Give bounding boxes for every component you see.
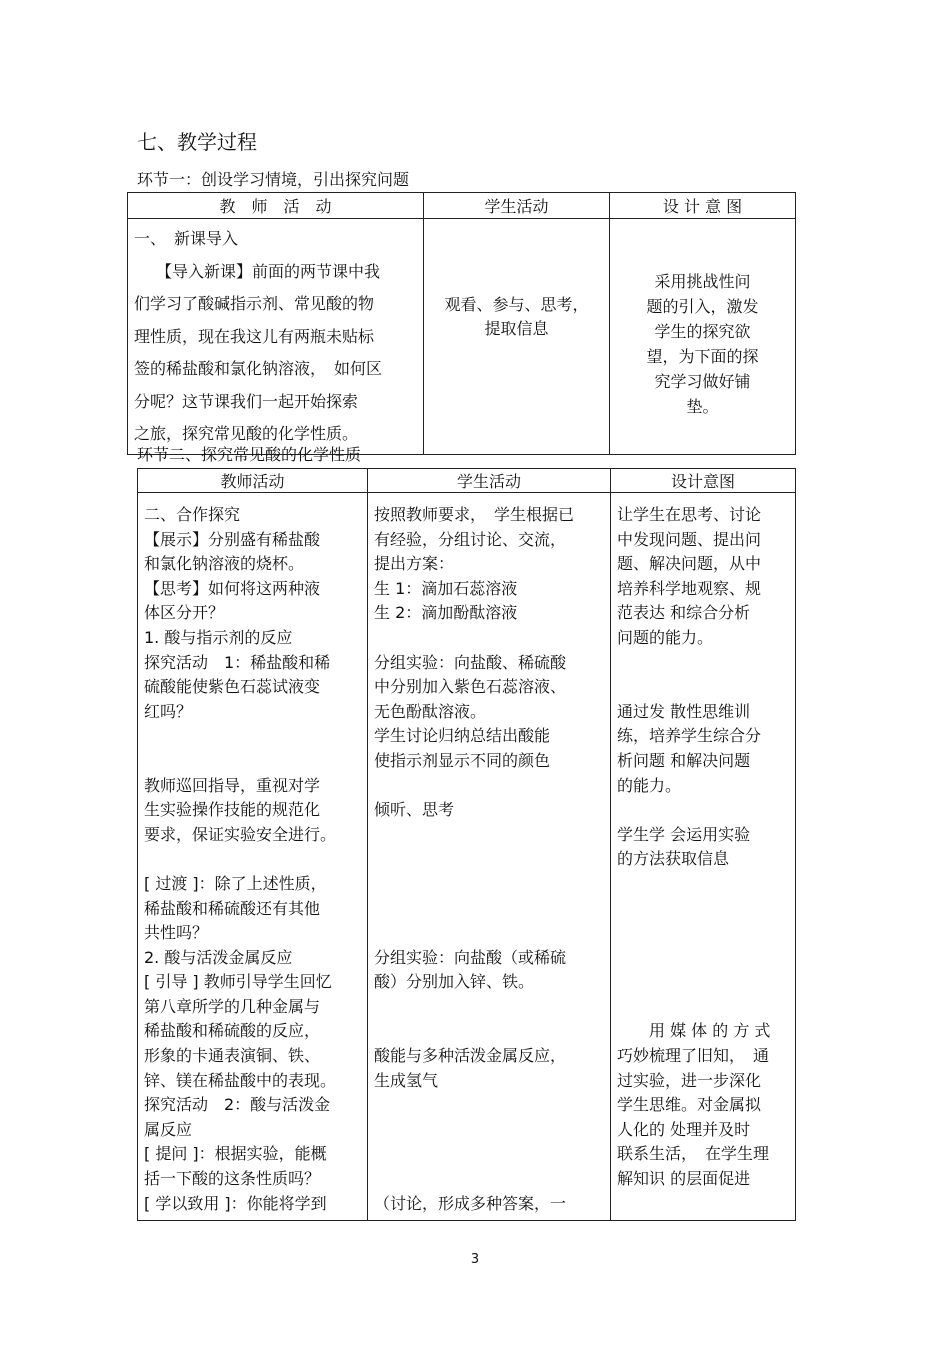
s2-design-line: 联系生活， 在学生理 [617, 1144, 770, 1164]
s1-teacher-cell [128, 219, 424, 455]
s2-teacher-line: 体区分开？ [144, 603, 225, 623]
s2-design-line: 问题的能力。 [617, 627, 714, 647]
s2-teacher-line: 括一下酸的这条性质吗？ [144, 1169, 321, 1189]
s2-student-line [374, 823, 604, 848]
s2-teacher-line: 教师巡回指导，重视对学 [144, 775, 321, 795]
s2-teacher-line: 【思考】如何将这两种液 [144, 578, 321, 598]
s2-teacher-line: 硫酸能使紫色石蕊试液变 [144, 677, 321, 697]
s1-header-teacher: 教 师 活 动 [128, 193, 424, 219]
s2-student-line: 生 1：滴加石蕊溶液 [374, 578, 518, 598]
s2-design-line [617, 651, 789, 676]
s1-student-line: 提取信息 [484, 319, 549, 338]
s2-header-teacher: 教师活动 [138, 469, 368, 493]
s2-design-line: 用 媒 体 的 方 式 [617, 1021, 771, 1041]
s2-design-line: 练，培养学生综合分 [617, 726, 762, 746]
s2-design-line: 培养科学地观察、规 [617, 578, 762, 598]
s2-student-line: 使指示剂显示不同的颜色 [374, 750, 551, 770]
s2-teacher-line: [ 引导 ] 教师引导学生回忆 [144, 972, 332, 992]
s2-teacher-line: 第八章所学的几种金属与 [144, 996, 321, 1016]
s2-teacher-line: 和氯化钠溶液的烧杯。 [144, 554, 305, 574]
s2-student-line: 分组实验：向盐酸、稀硫酸 [374, 652, 567, 672]
s2-design-line [617, 946, 789, 971]
s2-student-cell [368, 493, 611, 1221]
s2-teacher-line: 稀盐酸和稀硫酸还有其他 [144, 898, 321, 918]
s1-design-line: 究学习做好铺 [654, 372, 751, 391]
s2-design-line: 中发现问题、提出问 [617, 529, 762, 549]
s2-design-line: 学生学 会运用实验 [617, 824, 751, 844]
section1-table [127, 192, 796, 455]
s2-teacher-cell [138, 493, 368, 1221]
s2-teacher-line: 【展示】分别盛有稀盐酸 [144, 529, 321, 549]
s2-design-line: 题、解决问题，从中 [617, 554, 762, 574]
s2-student-line [374, 1019, 604, 1044]
s1-design-line: 垫。 [686, 397, 719, 416]
s2-student-line: 中分别加入紫色石蕊溶液、 [374, 677, 567, 697]
s1-design-line: 题的引入，激发 [646, 297, 759, 316]
s1-design-cell [610, 219, 796, 455]
s2-design-line: 过实验，进一步深化 [617, 1070, 762, 1090]
s1-header-student: 学生活动 [424, 193, 610, 219]
s2-student-line [374, 897, 604, 922]
s2-student-line [374, 921, 604, 946]
s2-teacher-line: 探究活动 1：稀盐酸和稀 [144, 652, 331, 672]
s2-design-line [617, 970, 789, 995]
s2-design-line [617, 872, 789, 897]
s2-teacher-line [144, 749, 361, 774]
s2-teacher-line: 锌、镁在稀盐酸中的表现。 [144, 1070, 337, 1090]
s2-design-line: 通过发 散性思维训 [617, 701, 751, 721]
s1-teacher-line: 分呢？这节课我们一起开始探索 [134, 391, 359, 411]
s2-student-line: （讨论，形成多种答案，一 [374, 1193, 567, 1213]
s2-design-line: 的方法获取信息 [617, 849, 730, 869]
s2-student-line [374, 626, 604, 651]
s2-student-line: 有经验，分组讨论、交流， [374, 529, 567, 549]
s2-teacher-line: 属反应 [144, 1119, 193, 1139]
s2-design-line [617, 675, 789, 700]
s2-teacher-line: [ 过渡 ]：除了上述性质， [144, 873, 327, 893]
s2-student-line: 生 2：滴加酚酞溶液 [374, 603, 518, 623]
s1-student-line: 观看、参与、思考， [444, 295, 589, 314]
s2-design-line [617, 798, 789, 823]
s2-header-student: 学生活动 [368, 469, 611, 493]
s2-teacher-line: 1. 酸与指示剂的反应 [144, 627, 293, 647]
s1-teacher-line: 们学习了酸碱指示剂、常见酸的物 [134, 294, 375, 313]
section2-table [137, 468, 796, 1221]
s2-student-line [374, 1142, 604, 1167]
s2-teacher-line: 二、合作探究 [144, 505, 241, 524]
s2-student-line: 按照教师要求， 学生根据已 [374, 505, 575, 524]
s2-design-line [617, 921, 789, 946]
page-number: 3 [470, 1252, 480, 1267]
s1-teacher-line: 之旅，探究常见酸的化学性质。 [134, 424, 359, 443]
s2-design-line: 解知识 的层面促进 [617, 1169, 751, 1189]
s2-student-line: 生成氢气 [374, 1070, 439, 1090]
s1-design-line: 望，为下面的探 [646, 347, 759, 366]
s1-design-line: 采用挑战性问 [654, 272, 751, 291]
s2-student-line [374, 1093, 604, 1118]
s2-teacher-line: 红吗？ [144, 701, 193, 721]
s2-design-line [617, 995, 789, 1020]
s2-teacher-line: [ 学以致用 ]：你能将学到 [144, 1193, 327, 1213]
s2-design-line: 析问题 和解决问题 [617, 750, 751, 770]
s2-design-line: 学生思维。对金属拟 [617, 1095, 762, 1115]
s2-teacher-line: 2. 酸与活泼金属反应 [144, 947, 293, 967]
s2-student-line: 无色酚酞溶液。 [374, 701, 487, 721]
s1-design-line: 学生的探究欲 [654, 322, 751, 341]
s2-teacher-line: 共性吗？ [144, 923, 209, 943]
s2-design-line: 的能力。 [617, 775, 682, 795]
s2-design-line: 人化的 处理并及时 [617, 1119, 751, 1139]
s2-design-cell [611, 493, 796, 1221]
s2-design-line: 巧妙梳理了旧知， 通 [617, 1046, 770, 1066]
s2-student-line [374, 847, 604, 872]
s2-student-line: 分组实验：向盐酸（或稀硫 [374, 947, 567, 967]
s2-teacher-line [144, 847, 361, 872]
s2-student-line: 提出方案： [374, 554, 455, 574]
s2-student-line [374, 872, 604, 897]
s2-design-line: 让学生在思考、讨论 [617, 505, 762, 524]
s1-teacher-line: 签的稀盐酸和氯化钠溶液， 如何区 [134, 359, 383, 378]
s2-design-line [617, 897, 789, 922]
s2-student-line [374, 1118, 604, 1143]
s2-design-line: 范表达 和综合分析 [617, 603, 751, 623]
s2-student-line [374, 774, 604, 799]
s2-student-line: 酸能与多种活泼金属反应， [374, 1046, 567, 1066]
s2-student-line [374, 1167, 604, 1192]
s2-student-line: 倾听、思考 [374, 800, 455, 820]
s2-teacher-line: [ 提问 ]：根据实验，能概 [144, 1144, 327, 1164]
section1-label: 环节一：创设学习情境，引出探究问题 [137, 170, 410, 189]
s2-student-line: 酸）分别加入锌、铁。 [374, 972, 535, 992]
s1-teacher-line: 一、 新课导入 [134, 229, 239, 248]
s2-teacher-line: 生实验操作技能的规范化 [144, 800, 321, 820]
s2-teacher-line: 形象的卡通表演铜、铁、 [144, 1046, 321, 1066]
s2-teacher-line: 探究活动 2：酸与活泼金 [144, 1095, 331, 1115]
s2-teacher-line: 要求，保证实验安全进行。 [144, 824, 337, 844]
s2-teacher-line: 稀盐酸和稀硫酸的反应， [144, 1021, 321, 1041]
s1-header-design: 设 计 意 图 [610, 193, 796, 219]
s2-student-line: 学生讨论归纳总结出酸能 [374, 726, 551, 746]
s2-teacher-line [144, 724, 361, 749]
s2-header-design: 设计意图 [611, 469, 796, 493]
page-title: 七、教学过程 [137, 130, 257, 154]
s2-student-line [374, 995, 604, 1020]
s1-teacher-line: 【导入新课】前面的两节课中我 [156, 261, 381, 281]
s1-student-cell [424, 219, 610, 455]
s1-teacher-line: 理性质，现在我这儿有两瓶未贴标 [134, 326, 375, 346]
section2-label: 环节二、探究常见酸的化学性质 [137, 445, 362, 464]
